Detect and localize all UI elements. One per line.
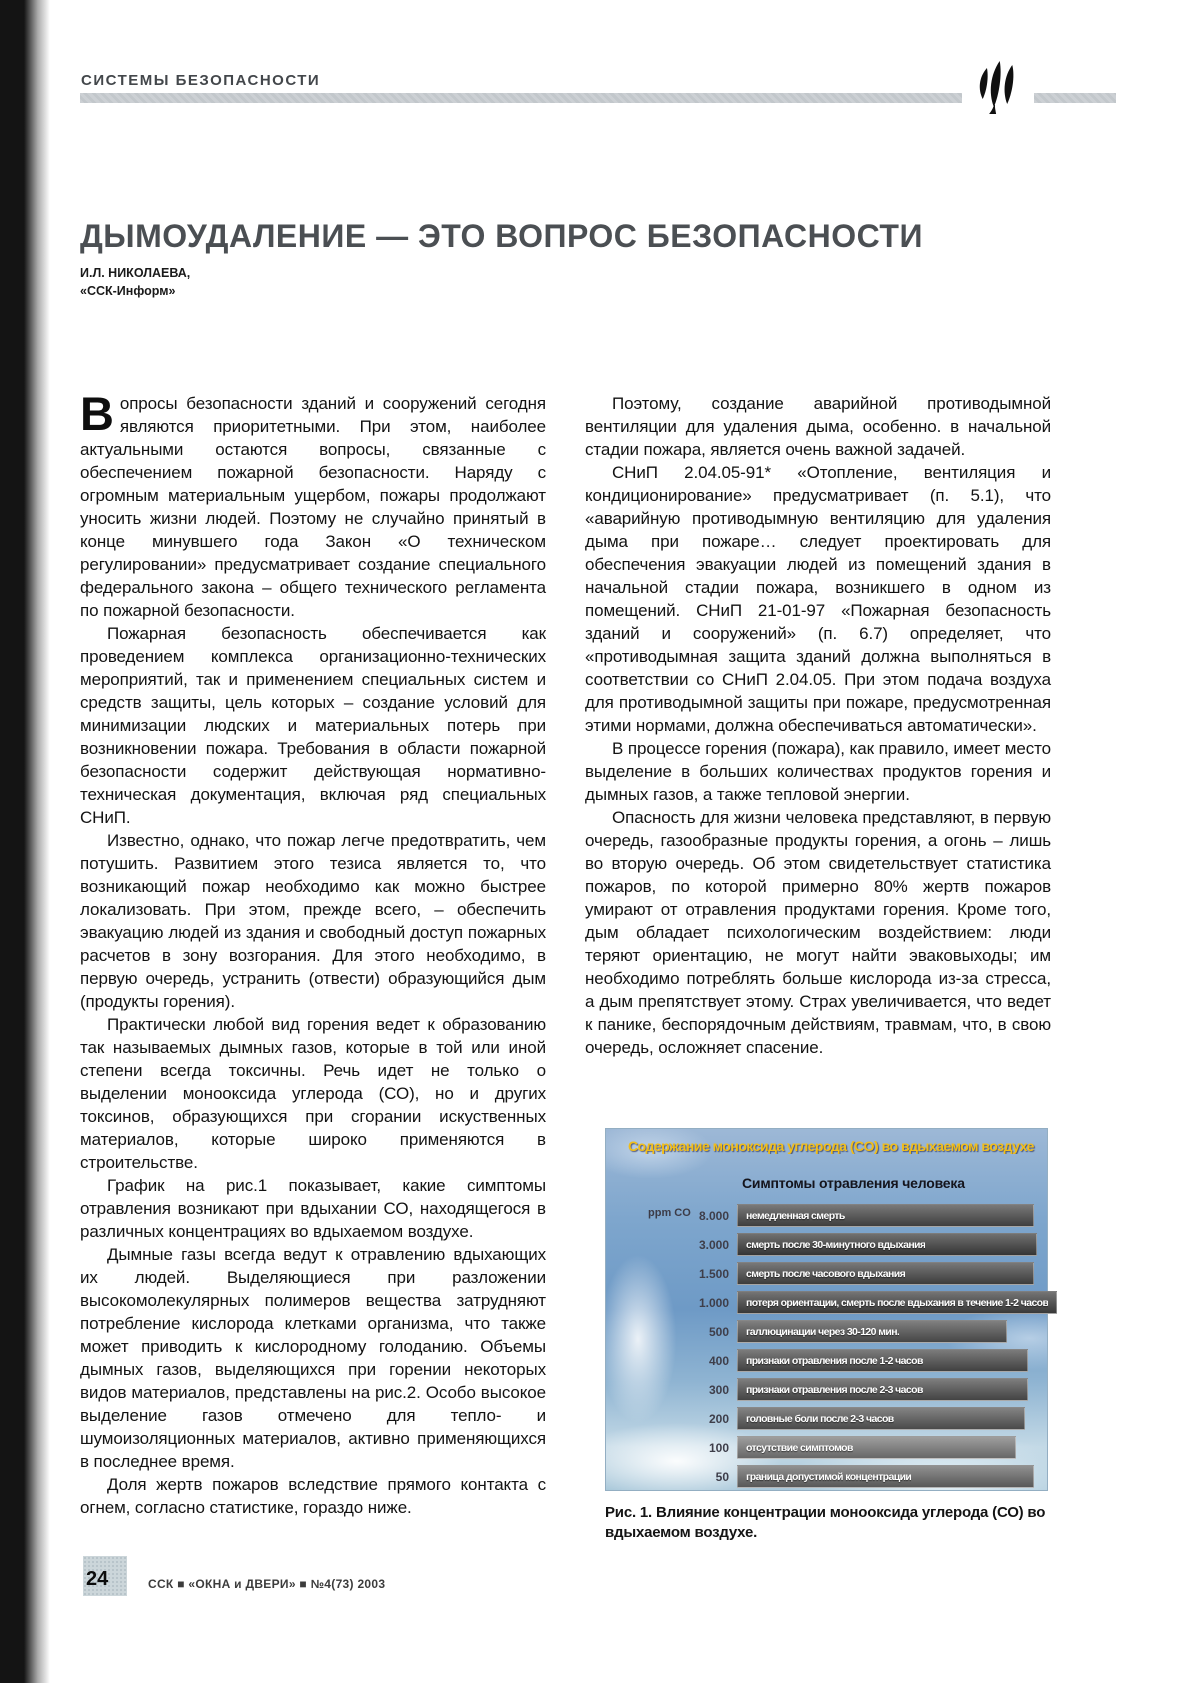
header-rule-right	[1034, 93, 1116, 103]
chart-row-track	[737, 1320, 1037, 1343]
chart-row-bar	[737, 1349, 1028, 1372]
paragraph: В процессе горения (пожара), как правило, имеет место выделение в больших количествах продуктов горения и дымных газов, а также тепловой энергии.	[585, 739, 1051, 804]
chart-row-label: признаки отравления после 2-3 часов	[746, 1383, 923, 1396]
publisher-logo-icon	[973, 58, 1019, 114]
chart-row-label: головные боли после 2-3 часов	[746, 1412, 894, 1425]
chart-row-track	[737, 1204, 1037, 1227]
chart-row-value: 3.000	[698, 1237, 729, 1252]
article-title: ДЫМОУДАЛЕНИЕ — ЭТО ВОПРОС БЕЗОПАСНОСТИ	[80, 218, 923, 254]
chart-row-bar	[737, 1465, 1034, 1488]
figure-co-chart	[605, 1128, 1048, 1491]
paragraph: График на рис.1 показывает, какие симптомы отравления возникают при вдыхании СО, находящегося в различных концентрациях во вдыхаемом воздухе.	[80, 1176, 546, 1241]
figure-title: Содержание моноксида углерода (CO) во вдыхаемом воздухе	[628, 1138, 1034, 1154]
chart-row	[606, 1230, 1037, 1259]
journal-footer: ССК ■ «ОКНА и ДВЕРИ» ■ №4(73) 2003	[148, 1577, 386, 1591]
paragraph: Доля жертв пожаров вследствие прямого контакта с огнем, согласно статистике, гораздо ниже.	[80, 1475, 546, 1517]
chart-row-bar	[737, 1204, 1034, 1227]
author-organization: «ССК-Информ»	[80, 284, 176, 298]
chart-row-bar	[737, 1233, 1037, 1256]
section-header: СИСТЕМЫ БЕЗОПАСНОСТИ	[81, 72, 321, 89]
chart-row-bar	[737, 1291, 1057, 1314]
chart-row-value: 1.000	[698, 1295, 729, 1310]
chart-row-bar	[737, 1378, 1028, 1401]
chart-row	[606, 1346, 1037, 1375]
chart-row-track	[737, 1291, 1057, 1314]
paragraph: Практически любой вид горения ведет к образованию так называемых дымных газов, которые в той или иной степени всегда токсичны. Речь идет не только о выделении монооксида углерода (СО), но и других токсинов, образующихся при сгорании искуственных материалов, которые широко применяются в строительстве.	[80, 1015, 546, 1172]
chart-row-label: граница допустимой концентрации	[746, 1470, 912, 1483]
paragraph: Поэтому, создание аварийной противодымной вентиляции для удаления дыма, особенно. в начальной стадии пожара, является очень важной задачей.	[585, 394, 1051, 459]
chart-row-value: 500	[708, 1324, 729, 1339]
chart-row	[606, 1288, 1049, 1317]
chart-row-label: отсутствие симптомов	[746, 1441, 853, 1454]
chart-row	[606, 1462, 1037, 1491]
chart-row	[606, 1201, 1037, 1230]
paragraph: СНиП 2.04.05-91* «Отопление, вентиляция и кондиционирование» предусматривает (п. 5.1), что «аварийную противодымную вентиляцию для удаления дыма при пожаре… следует проектировать для обеспечения эвакуации людей из помещений здания в начальной стадии пожара, возникшего в одном из помещений. СНиП 21-01-97 «Пожарная безопасность зданий и сооружений» (п. 6.7) определяет, что «противодымная защита зданий должна выполняться в соответствии со СНиП 2.04.05. При этом подача воздуха для противодымной защиты при пожаре, предусмотренная этими нормами, должна обеспечиваться автоматически».	[585, 463, 1051, 735]
paragraph: Известно, однако, что пожар легче предотвратить, чем потушить. Развитием этого тезиса является то, что возникающий пожар необходимо как можно быстрее локализовать. При этом, прежде всего, – обеспечить эвакуацию людей из здания и свободный доступ пожарных расчетов в зону возгорания. Для этого необходимо, в первую очередь, устранить (отвести) образующийся дым (продукты горения).	[80, 831, 546, 1011]
right-column	[585, 392, 1051, 1059]
chart-row	[606, 1433, 1037, 1462]
scan-edge	[0, 0, 50, 1683]
page-number: 24	[86, 1568, 109, 1590]
header-rule-left	[80, 93, 962, 103]
chart-row-bar	[737, 1320, 1007, 1343]
chart-row-track	[737, 1407, 1037, 1430]
chart-row-label: галлюцинации через 30-120 мин.	[746, 1325, 900, 1338]
chart-row-value: 200	[708, 1411, 729, 1426]
chart-row	[606, 1317, 1037, 1346]
figure-unit-label: ppm CO	[648, 1207, 691, 1219]
chart-row-label: признаки отравления после 1-2 часов	[746, 1354, 923, 1367]
chart-row-track	[737, 1378, 1037, 1401]
chart-row-track	[737, 1436, 1037, 1459]
chart-row-label: смерть после часового вдыхания	[746, 1267, 906, 1280]
paragraph: Вопросы безопасности зданий и сооружений сегодня являются приоритетными. При этом, наиболее актуальными остаются вопросы, связанные с обеспечением пожарной безопасности. Наряду с огромным материальным ущербом, пожары продолжают уносить жизни людей. Поэтому не случайно принятый в конце минувшего года Закон «О техническом регулировании» предусматривает создание специального федерального закона – общего технического регламента по пожарной безопасности.	[80, 387, 546, 620]
chart-row-track	[737, 1262, 1037, 1285]
chart-row-label: немедленная смерть	[746, 1209, 845, 1222]
figure-caption: Рис. 1. Влияние концентрации монооксида углерода (СО) во вдыхаемом воздухе.	[605, 1504, 1046, 1541]
author-name: И.Л. НИКОЛАЕВА,	[80, 266, 191, 280]
chart-row-value: 400	[708, 1353, 729, 1368]
chart-rows	[606, 1201, 1049, 1491]
drop-cap: В	[80, 387, 114, 440]
chart-row-label: потеря ориентации, смерть после вдыхания в течение 1-2 часов	[746, 1296, 1049, 1309]
chart-row-value: 1.500	[698, 1266, 729, 1281]
chart-row	[606, 1404, 1037, 1433]
chart-row-value: 8.000	[698, 1208, 729, 1223]
chart-row	[606, 1375, 1037, 1404]
chart-row-bar	[737, 1407, 1025, 1430]
chart-row	[606, 1259, 1037, 1288]
paragraph: Пожарная безопасность обеспечивается как проведением комплекса организационно-технических мероприятий, так и применением специальных систем и средств защиты, цель которых – создание условий для минимизации людских и материальных потерь при возникновении пожара. Требования в области пожарной безопасности содержит действующая нормативно-техническая документация, включая ряд специальных СНиП.	[80, 624, 546, 827]
paragraph: Опасность для жизни человека представляют, в первую очередь, газообразные продукты горения, а огонь – лишь во вторую очередь. Об этом свидетельствует статистика пожаров, по которой примерно 80% жертв пожаров умирают от отравления продуктами горения. Кроме того, дым обладает психологическим воздействием: люди теряют ориентацию, не могут найти эваковыходы; им необходимо потреблять больше кислорода из-за стресса, а дым препятствует этому. Страх увеличивается, что ведет к панике, беспорядочным действиям, травмам, что, в свою очередь, осложняет спасение.	[585, 808, 1051, 1057]
chart-row-value: 300	[708, 1382, 729, 1397]
chart-row-value: 100	[708, 1440, 729, 1455]
left-column	[80, 387, 546, 1519]
chart-row-label: смерть после 30-минутного вдыхания	[746, 1238, 926, 1251]
chart-row-bar	[737, 1262, 1034, 1285]
chart-row-track	[737, 1233, 1037, 1256]
paragraph: Дымные газы всегда ведут к отравлению вдыхающих их людей. Выделяющиеся при разложении высокомолекулярных полимеров вещества затрудняют потребление кислорода клетками организма, что также может приводить к кислородному голоданию. Объемы дымных газов, выделяющихся при горении некоторых видов материалов, представлены на рис.2. Особо высокое выделение газов отмечено для тепло- и шумоизоляционных материалов, активно применяющихся в последнее время.	[80, 1245, 546, 1471]
chart-row-bar	[737, 1436, 1016, 1459]
figure-subtitle: Симптомы отравления человека	[742, 1175, 965, 1191]
chart-row-value: 50	[715, 1469, 729, 1484]
chart-row-track	[737, 1349, 1037, 1372]
chart-row-track	[737, 1465, 1037, 1488]
